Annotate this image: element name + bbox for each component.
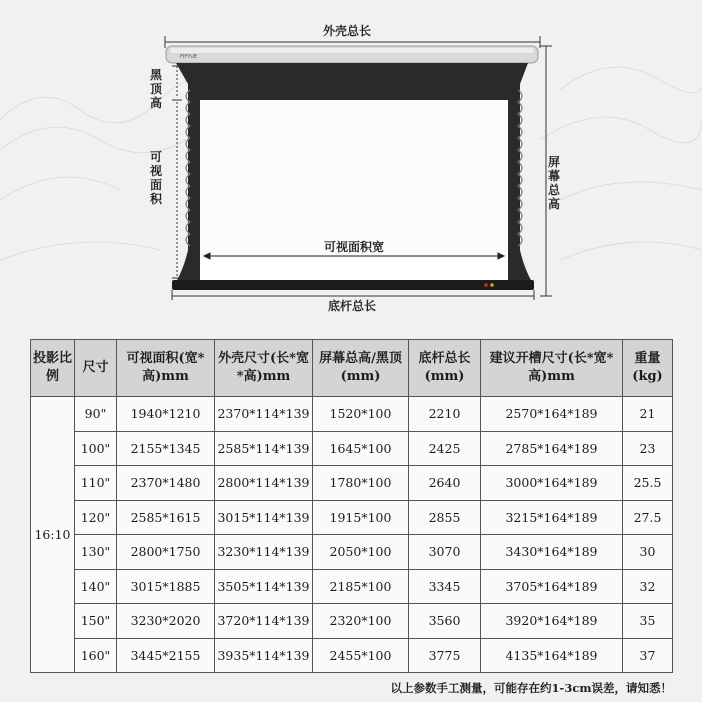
table-cell-visible: 3015*1885 (117, 569, 215, 604)
table-cell-size: 160" (75, 638, 117, 673)
table-cell-bar: 3345 (409, 569, 481, 604)
table-cell-weight: 25.5 (623, 466, 673, 501)
table-cell-size: 100" (75, 431, 117, 466)
table-cell-slot: 2570*164*189 (481, 397, 623, 432)
bottom-bar (172, 280, 534, 290)
table-cell-housing: 2800*114*139 (215, 466, 313, 501)
header-cell: 可视面积(宽*高)mm (117, 340, 215, 397)
table-cell-screen: 1520*100 (313, 397, 409, 432)
table-cell-housing: 3935*114*139 (215, 638, 313, 673)
header-cell: 底杆总长(mm) (409, 340, 481, 397)
table-cell-screen: 2185*100 (313, 569, 409, 604)
label-screen-total-height: 屏幕总高 (547, 155, 560, 211)
table-cell-weight: 23 (623, 431, 673, 466)
header-cell: 建议开槽尺寸(长*宽*高)mm (481, 340, 623, 397)
table-cell-visible: 2370*1480 (117, 466, 215, 501)
table-cell-bar: 3775 (409, 638, 481, 673)
footnote: 以上参数手工测量，可能存在约1-3cm误差，请知悉！ (390, 681, 672, 695)
table-cell-housing: 2370*114*139 (215, 397, 313, 432)
visible-area (200, 100, 508, 258)
table-cell-slot: 3430*164*189 (481, 535, 623, 570)
table-cell-visible: 2155*1345 (117, 431, 215, 466)
table-cell-slot: 4135*164*189 (481, 638, 623, 673)
header-cell: 屏幕总高/黑顶(mm) (313, 340, 409, 397)
table-cell-bar: 2640 (409, 466, 481, 501)
table-cell-visible: 3445*2155 (117, 638, 215, 673)
table-cell-housing: 2585*114*139 (215, 431, 313, 466)
table-cell-visible: 3230*2020 (117, 604, 215, 639)
table-cell-screen: 2320*100 (313, 604, 409, 639)
table-cell-visible: 1940*1210 (117, 397, 215, 432)
table-cell-weight: 21 (623, 397, 673, 432)
table-cell-bar: 2425 (409, 431, 481, 466)
table-cell-size: 150" (75, 604, 117, 639)
table-cell-bar: 3070 (409, 535, 481, 570)
table-header-row (31, 340, 673, 397)
table-cell-housing: 3720*114*139 (215, 604, 313, 639)
label-visible-width: 可视面积宽 (323, 240, 385, 254)
table-cell-weight: 30 (623, 535, 673, 570)
table-row (31, 638, 673, 673)
table-cell-bar: 2855 (409, 500, 481, 535)
label-black-top-height: 黑顶高 (149, 68, 162, 110)
label-visible-area-height: 可视面积 (149, 150, 162, 206)
spec-table (30, 339, 673, 673)
table-cell-weight: 37 (623, 638, 673, 673)
table-cell-screen: 1645*100 (313, 431, 409, 466)
table-row (31, 431, 673, 466)
label-bottom-bar-length: 底杆总长 (327, 299, 377, 313)
ratio-cell: 16:10 (31, 397, 75, 673)
table-cell-screen: 1780*100 (313, 466, 409, 501)
table-cell-housing: 3230*114*139 (215, 535, 313, 570)
brand-logo: FIFYUE (180, 54, 198, 60)
table-cell-size: 140" (75, 569, 117, 604)
table-cell-slot: 3000*164*189 (481, 466, 623, 501)
table-cell-screen: 2455*100 (313, 638, 409, 673)
header-cell: 外壳尺寸(长*宽*高)mm (215, 340, 313, 397)
header-cell: 重量(kg) (623, 340, 673, 397)
label-housing-length: 外壳总长 (322, 24, 372, 38)
table-cell-housing: 3015*114*139 (215, 500, 313, 535)
table-cell-size: 90" (75, 397, 117, 432)
table-row (31, 535, 673, 570)
table-cell-slot: 3215*164*189 (481, 500, 623, 535)
table-cell-screen: 1915*100 (313, 500, 409, 535)
table-row (31, 466, 673, 501)
table-cell-visible: 2800*1750 (117, 535, 215, 570)
table-cell-visible: 2585*1615 (117, 500, 215, 535)
table-cell-weight: 27.5 (623, 500, 673, 535)
table-row (31, 397, 673, 432)
table-cell-size: 130" (75, 535, 117, 570)
table-row (31, 500, 673, 535)
table-cell-bar: 3560 (409, 604, 481, 639)
table-row (31, 604, 673, 639)
table-cell-slot: 3920*164*189 (481, 604, 623, 639)
table-cell-size: 120" (75, 500, 117, 535)
header-cell: 投影比例 (31, 340, 75, 397)
table-cell-slot: 3705*164*189 (481, 569, 623, 604)
table-cell-weight: 35 (623, 604, 673, 639)
header-cell: 尺寸 (75, 340, 117, 397)
table-cell-slot: 2785*164*189 (481, 431, 623, 466)
table-cell-screen: 2050*100 (313, 535, 409, 570)
table-cell-housing: 3505*114*139 (215, 569, 313, 604)
table-row (31, 569, 673, 604)
table-cell-weight: 32 (623, 569, 673, 604)
table-cell-bar: 2210 (409, 397, 481, 432)
screen-diagram (0, 0, 702, 330)
table-cell-size: 110" (75, 466, 117, 501)
